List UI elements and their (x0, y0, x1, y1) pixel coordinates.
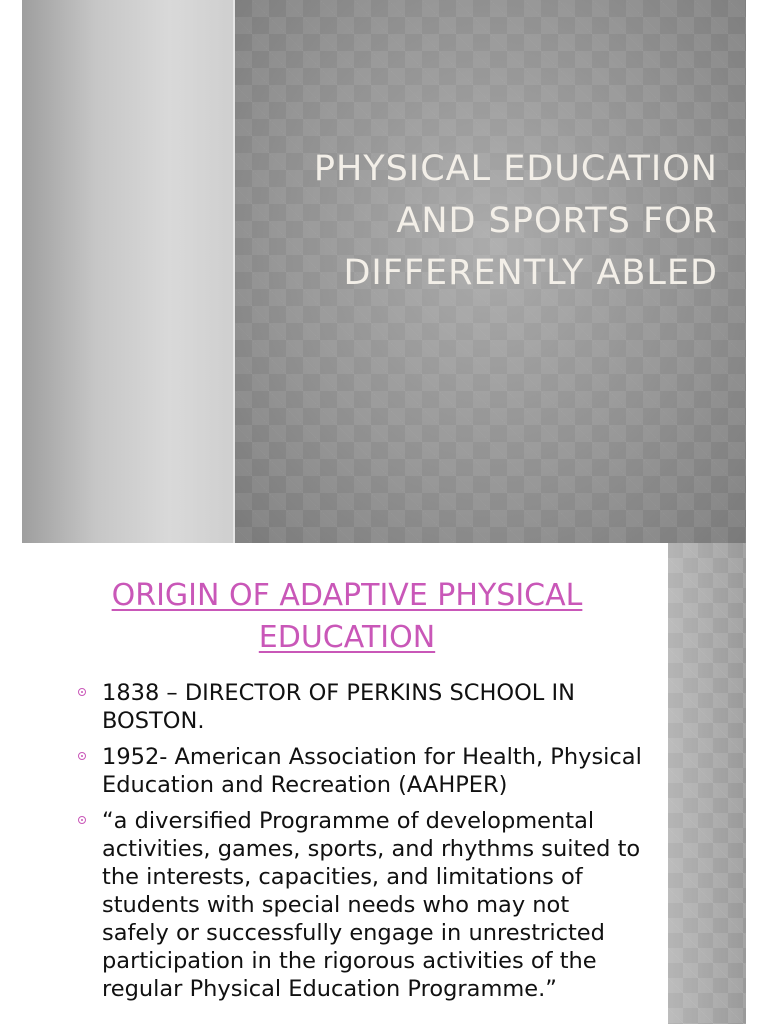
bullet-circle-icon (78, 816, 86, 824)
bullet-item (78, 743, 643, 799)
left-gradient-panel (22, 0, 233, 543)
bullet-circle-icon (78, 688, 86, 696)
slide-heading (62, 575, 632, 659)
slide-title-line-2: AND SPORTS FOR (396, 201, 718, 241)
patterned-side-strip (668, 543, 746, 1024)
bullet-text: “a diversified Programme of developmental activities, games, sports, and rhythms suited to the interests, capacities, and limitations of students with special needs who may not safely or successfully engage in unrestricted participation in the rigorous activities of the regular Physical Education Programme.” (102, 808, 641, 1002)
slide-heading-line-2: EDUCATION (258, 620, 436, 655)
bullet-list (78, 679, 643, 1011)
bullet-circle-icon (78, 752, 86, 760)
slide-title-line-3: DIFFERENTLY ABLED (343, 253, 718, 293)
content-slide (22, 543, 746, 1024)
title-slide (22, 0, 746, 543)
bullet-item (78, 679, 643, 735)
slide-title (248, 143, 718, 299)
bullet-text: 1952- American Association for Health, Physical Education and Recreation (AAHPER) (102, 744, 642, 798)
bullet-text: 1838 – DIRECTOR OF PERKINS SCHOOL IN BOSTON. (102, 680, 575, 734)
bullet-item (78, 807, 643, 1003)
slide-title-line-1: PHYSICAL EDUCATION (313, 149, 718, 189)
slide-heading-line-1: ORIGIN OF ADAPTIVE PHYSICAL (111, 578, 583, 613)
